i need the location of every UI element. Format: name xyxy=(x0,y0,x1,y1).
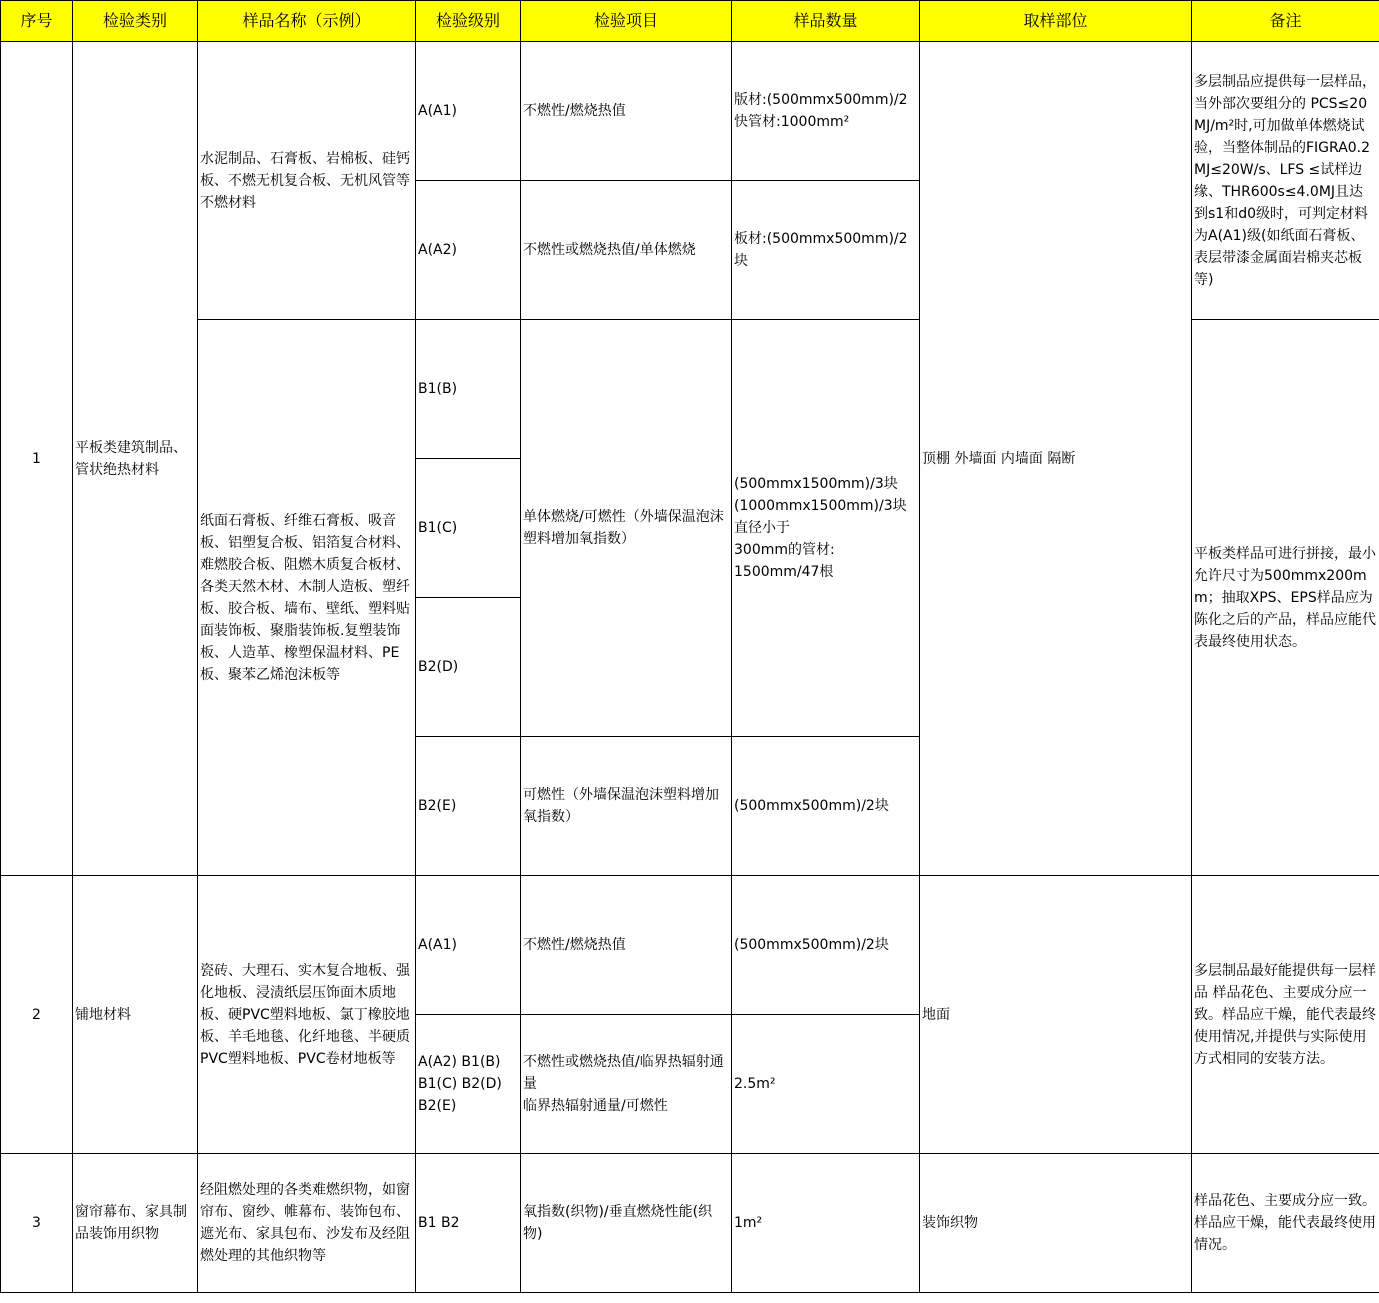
grade-text: A(A2) B1(B) B1(C) B2(D) B2(E) xyxy=(418,1054,502,1114)
table-row xyxy=(1,1154,1379,1293)
header-quantity: 样品数量 xyxy=(732,1,920,42)
grade: B1(B) xyxy=(416,320,521,459)
sample-name: 瓷砖、大理石、实木复合地板、强化地板、浸渍纸层压饰面木质地板、硬PVC塑料地板、氯丁橡胶地板、羊毛地毯、化纤地毯、半硬质PVC塑料地板、PVC卷材地板等 xyxy=(198,876,416,1154)
inspection-item: 可燃性（外墙保温泡沫塑料增加氧指数） xyxy=(521,737,732,876)
sampling-location: 顶棚 外墙面 内墙面 隔断 xyxy=(920,42,1192,876)
inspection-item: 不燃性/燃烧热值 xyxy=(521,876,732,1015)
remark: 平板类样品可进行拼接，最小允许尺寸为500mmx200mm；抽取XPS、EPS样品应为陈化之后的产品，样品应能代表最终使用状态。 xyxy=(1192,320,1379,876)
header-item: 检验项目 xyxy=(521,1,732,42)
remark: 样品花色、主要成分应一致。样品应干燥，能代表最终使用情况。 xyxy=(1192,1154,1379,1293)
row-number: 1 xyxy=(1,42,73,876)
sample-quantity: 2.5m² xyxy=(732,1015,920,1154)
row-number: 2 xyxy=(1,876,73,1154)
inspection-item xyxy=(521,1015,732,1154)
sample-quantity: 版材:(500mmx500mm)/2快管材:1000mm² xyxy=(732,42,920,181)
sample-quantity: (500mmx500mm)/2块 xyxy=(732,876,920,1015)
grade: B2(E) xyxy=(416,737,521,876)
remark: 多层制品应提供每一层样品，当外部次要组分的 PCS≤20MJ/m²时,可加做单体燃烧试验，当整体制品的FIGRA0.2MJ≤20W/s、LFS ≤试样边缘、THR600s≤4.0MJ且达到s1和d0级时，可判定材料为A(A1)级(如纸面石膏板、表层带漆金属面岩棉夹芯板等) xyxy=(1192,42,1379,320)
header-sample-name: 样品名称（示例） xyxy=(198,1,416,42)
inspection-category: 铺地材料 xyxy=(73,876,198,1154)
table-row xyxy=(1,876,1379,1015)
inspection-item-text: 不燃性或燃烧热值/临界热辐射通量 临界热辐射通量/可燃性 xyxy=(523,1054,724,1114)
header-grade: 检验级别 xyxy=(416,1,521,42)
header-row xyxy=(1,1,1379,42)
inspection-item: 不燃性/燃烧热值 xyxy=(521,42,732,181)
inspection-category: 平板类建筑制品、管状绝热材料 xyxy=(73,42,198,876)
grade: A(A1) xyxy=(416,876,521,1015)
inspection-category: 窗帘幕布、家具制品装饰用织物 xyxy=(73,1154,198,1293)
sample-quantity: 板材:(500mmx500mm)/2块 xyxy=(732,181,920,320)
inspection-item: 氧指数(织物)/垂直燃烧性能(织物) xyxy=(521,1154,732,1293)
header-category: 检验类别 xyxy=(73,1,198,42)
remark: 多层制品最好能提供每一层样品 样品花色、主要成分应一致。样品应干燥，能代表最终使用情况,并提供与实际使用方式相同的安装方法。 xyxy=(1192,876,1379,1154)
sample-name: 经阻燃处理的各类难燃织物，如窗帘布、窗纱、帷幕布、装饰包布、遮光布、家具包布、沙发布及经阻燃处理的其他织物等 xyxy=(198,1154,416,1293)
grade: A(A1) xyxy=(416,42,521,181)
sample-name: 水泥制品、石膏板、岩棉板、硅钙板、不燃无机复合板、无机风管等不燃材料 xyxy=(198,42,416,320)
sampling-location: 装饰织物 xyxy=(920,1154,1192,1293)
table-row xyxy=(1,42,1379,181)
grade xyxy=(416,1015,521,1154)
header-remark: 备注 xyxy=(1192,1,1379,42)
header-no: 序号 xyxy=(1,1,73,42)
grade: B1(C) xyxy=(416,459,521,598)
inspection-item: 单体燃烧/可燃性（外墙保温泡沫塑料增加氧指数） xyxy=(521,320,732,737)
sample-quantity-text: (500mmx1500mm)/3块 (1000mmx1500mm)/3块 直径小于 300mm的管材: 1500mm/47根 xyxy=(734,476,907,580)
sample-quantity: 1m² xyxy=(732,1154,920,1293)
sample-name: 纸面石膏板、纤维石膏板、吸音板、铝塑复合板、铝箔复合材料、难燃胶合板、阻燃木质复合板材、各类天然木材、木制人造板、塑纤板、胶合板、墙布、壁纸、塑料贴面装饰板、聚脂装饰板.复塑装饰板、人造革、橡塑保温材料、PE板、聚苯乙烯泡沫板等 xyxy=(198,320,416,876)
grade: B1 B2 xyxy=(416,1154,521,1293)
grade: B2(D) xyxy=(416,598,521,737)
grade: A(A2) xyxy=(416,181,521,320)
sample-quantity: (500mmx500mm)/2块 xyxy=(732,737,920,876)
row-number: 3 xyxy=(1,1154,73,1293)
sampling-location: 地面 xyxy=(920,876,1192,1154)
sample-quantity xyxy=(732,320,920,737)
inspection-item: 不燃性或燃烧热值/单体燃烧 xyxy=(521,181,732,320)
header-location: 取样部位 xyxy=(920,1,1192,42)
